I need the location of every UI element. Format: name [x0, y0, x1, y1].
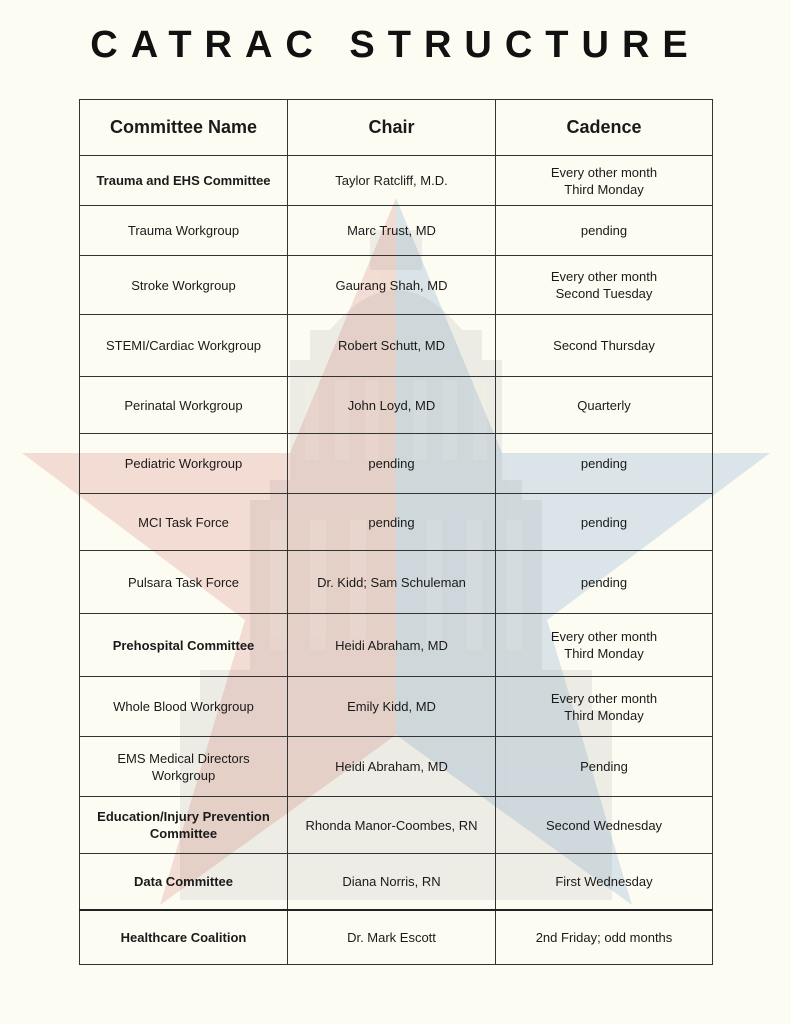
- committee-name-cell: STEMI/Cardiac Workgroup: [80, 315, 288, 377]
- committee-name-cell: Healthcare Coalition: [80, 910, 288, 965]
- cadence-line: Third Monday: [564, 646, 644, 661]
- cadence-cell: [496, 677, 713, 737]
- cadence-line: Third Monday: [564, 707, 644, 723]
- chair-cell: Robert Schutt, MD: [288, 315, 496, 377]
- table-row: [80, 551, 713, 614]
- cadence-cell: pending: [496, 434, 713, 494]
- committee-name-cell: Data Committee: [80, 854, 288, 910]
- committee-name-cell: Pediatric Workgroup: [80, 434, 288, 494]
- cadence-line: Second Tuesday: [555, 286, 653, 301]
- header-committee-name: Committee Name: [80, 100, 288, 156]
- chair-cell: Diana Norris, RN: [288, 854, 496, 910]
- table-header-row: [80, 100, 713, 156]
- table-row: [80, 156, 713, 206]
- cadence-cell: pending: [496, 206, 713, 256]
- committee-name-cell: Pulsara Task Force: [80, 551, 288, 614]
- table-row: [80, 315, 713, 377]
- chair-cell: Heidi Abraham, MD: [288, 737, 496, 797]
- cadence-cell: 2nd Friday; odd months: [496, 910, 713, 965]
- cadence-cell: First Wednesday: [496, 854, 713, 910]
- header-chair: Chair: [288, 100, 496, 156]
- cadence-cell: [496, 256, 713, 315]
- table-row: [80, 677, 713, 737]
- cadence-line: Every other month: [550, 690, 658, 706]
- header-cadence: Cadence: [496, 100, 713, 156]
- table-row: [80, 797, 713, 854]
- chair-cell: Dr. Kidd; Sam Schuleman: [288, 551, 496, 614]
- chair-cell: Emily Kidd, MD: [288, 677, 496, 737]
- chair-cell: John Loyd, MD: [288, 377, 496, 434]
- cadence-cell: pending: [496, 551, 713, 614]
- table-row: [80, 910, 713, 965]
- cadence-cell: Second Wednesday: [496, 797, 713, 854]
- committee-name-line: Committee: [149, 826, 218, 841]
- cadence-line: Every other month: [550, 269, 658, 284]
- committee-name-cell: Stroke Workgroup: [80, 256, 288, 315]
- cadence-line: Every other month: [550, 629, 658, 644]
- chair-cell: pending: [288, 494, 496, 551]
- table-row: [80, 377, 713, 434]
- table-row: [80, 494, 713, 551]
- committee-name-cell: [80, 797, 288, 854]
- committee-name-cell: MCI Task Force: [80, 494, 288, 551]
- table-row: [80, 256, 713, 315]
- table-row: [80, 206, 713, 256]
- chair-cell: Gaurang Shah, MD: [288, 256, 496, 315]
- cadence-cell: pending: [496, 494, 713, 551]
- table-row: [80, 737, 713, 797]
- committee-name-cell: Trauma Workgroup: [80, 206, 288, 256]
- cadence-cell: [496, 156, 713, 206]
- cadence-cell: Pending: [496, 737, 713, 797]
- committee-name-cell: EMS Medical Directors Workgroup: [80, 737, 288, 797]
- chair-cell: pending: [288, 434, 496, 494]
- table-row: [80, 614, 713, 677]
- cadence-cell: [496, 614, 713, 677]
- chair-cell: Marc Trust, MD: [288, 206, 496, 256]
- committee-name-line: Education/Injury Prevention: [97, 809, 270, 824]
- committee-name-cell: Prehospital Committee: [80, 614, 288, 677]
- chair-cell: Heidi Abraham, MD: [288, 614, 496, 677]
- committee-table: [79, 99, 713, 965]
- chair-cell: Dr. Mark Escott: [288, 910, 496, 965]
- committee-name-cell: Trauma and EHS Committee: [80, 156, 288, 206]
- table-row: [80, 854, 713, 910]
- cadence-cell: Quarterly: [496, 377, 713, 434]
- cadence-line: Every other month: [550, 164, 658, 180]
- chair-cell: Taylor Ratcliff, M.D.: [288, 156, 496, 206]
- table-row: [80, 434, 713, 494]
- committee-name-cell: Whole Blood Workgroup: [80, 677, 288, 737]
- cadence-cell: Second Thursday: [496, 315, 713, 377]
- committee-name-cell: Perinatal Workgroup: [80, 377, 288, 434]
- cadence-line: Third Monday: [564, 181, 644, 197]
- chair-cell: Rhonda Manor-Coombes, RN: [288, 797, 496, 854]
- page-title: CATRAC STRUCTURE: [90, 24, 701, 66]
